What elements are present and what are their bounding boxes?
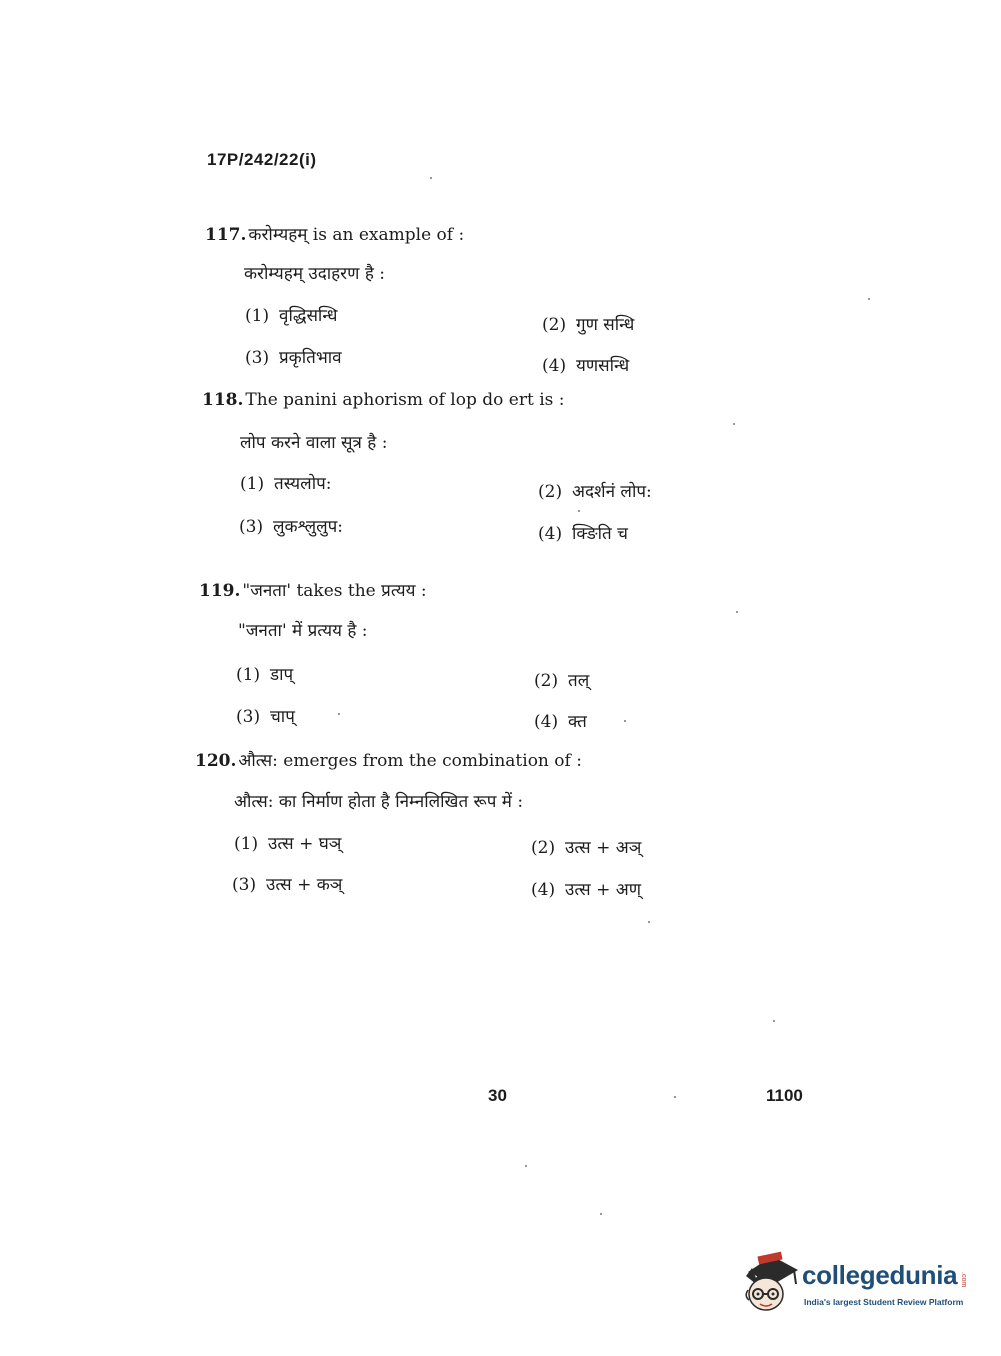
option-text: उत्स + घञ्: [268, 834, 342, 854]
mascot-icon: [742, 1250, 802, 1320]
option-number: (1): [234, 834, 259, 854]
scan-speck: [773, 1020, 775, 1022]
question-number: 117.: [205, 225, 247, 245]
option-text: लुकश्लुलुप:: [273, 517, 344, 537]
option-text: क्त: [568, 712, 587, 732]
question-text-english: [202, 390, 565, 410]
option-text: अदर्शनं लोप:: [572, 482, 652, 502]
option-4: [531, 877, 641, 900]
option-number: (2): [542, 315, 567, 335]
option-number: (1): [240, 474, 265, 494]
option-number: (2): [534, 671, 559, 691]
option-2: [531, 835, 641, 858]
option-2: [542, 312, 634, 335]
question-text-english: [199, 578, 427, 601]
scan-speck: [736, 611, 738, 613]
question-english: "जनता' takes the प्रत्यय :: [242, 581, 427, 601]
scan-speck: [430, 177, 432, 179]
option-3: [245, 345, 342, 368]
paper-code: 17P/242/22(i): [207, 150, 317, 169]
question-number: 119.: [199, 581, 241, 601]
scan-speck: [525, 1165, 527, 1167]
option-number: (3): [239, 517, 264, 537]
brand-name: collegedunia: [802, 1260, 958, 1290]
option-number: (4): [531, 880, 556, 900]
brand-suffix: .com: [960, 1272, 967, 1288]
option-text: वृद्धिसन्धि: [279, 306, 338, 326]
option-1: [240, 471, 331, 494]
option-2: [534, 668, 589, 691]
scan-speck: [578, 510, 580, 512]
question-hindi: "जनता' में प्रत्यय है :: [238, 621, 368, 641]
option-text: उत्स + अण्: [565, 880, 642, 900]
question-hindi: औत्स: का निर्माण होता है निम्नलिखित रूप में :: [234, 792, 524, 812]
option-number: (1): [236, 665, 261, 685]
option-text: गुण सन्धि: [576, 315, 635, 335]
option-number: (3): [245, 348, 270, 368]
option-text: यणसन्धि: [576, 356, 630, 376]
scan-speck: [868, 298, 870, 300]
option-number: (3): [232, 875, 257, 895]
option-number: (4): [542, 356, 567, 376]
scan-speck: [674, 1096, 676, 1098]
option-text: तल्: [568, 671, 590, 691]
option-text: प्रकृतिभाव: [279, 348, 342, 368]
booklet-code: 1100: [766, 1086, 803, 1105]
option-number: (2): [531, 838, 556, 858]
option-number: (4): [534, 712, 559, 732]
option-text: उत्स + कञ्: [266, 875, 343, 895]
option-4: [538, 521, 628, 544]
scan-speck: [600, 1213, 602, 1215]
option-number: (3): [236, 707, 261, 727]
option-number: (4): [538, 524, 563, 544]
question-number: 118.: [202, 390, 244, 410]
question-text-english: [195, 748, 582, 771]
option-text: तस्यलोप:: [274, 474, 332, 494]
question-english: करोम्यहम् is an example of :: [248, 225, 465, 245]
scan-speck: [648, 921, 650, 923]
option-text: क्ङिति च: [572, 524, 628, 544]
question-english: औत्स: emerges from the combination of :: [238, 751, 582, 771]
option-number: (2): [538, 482, 563, 502]
option-1: [236, 662, 293, 685]
option-3: [236, 704, 295, 727]
scan-speck: [338, 713, 340, 715]
question-hindi: लोप करने वाला सूत्र है :: [240, 433, 388, 453]
option-4: [534, 709, 587, 732]
question-english: The panini aphorism of lop do ert is :: [245, 390, 565, 410]
collegedunia-logo: [742, 1250, 972, 1320]
option-1: [245, 303, 338, 326]
brand-tagline: India's largest Student Review Platform: [804, 1297, 964, 1307]
page-number: 30: [488, 1086, 507, 1105]
option-number: (1): [245, 306, 270, 326]
option-1: [234, 831, 341, 854]
option-text: डाप्: [270, 665, 294, 685]
question-number: 120.: [195, 751, 237, 771]
scan-speck: [624, 720, 626, 722]
option-text: चाप्: [270, 707, 295, 727]
question-hindi: करोम्यहम् उदाहरण है :: [244, 264, 385, 284]
option-3: [239, 514, 343, 537]
option-4: [542, 353, 629, 376]
option-text: उत्स + अञ्: [565, 838, 642, 858]
option-2: [538, 479, 652, 502]
option-3: [232, 872, 342, 895]
scan-speck: [733, 423, 735, 425]
question-text-english: [205, 222, 464, 245]
